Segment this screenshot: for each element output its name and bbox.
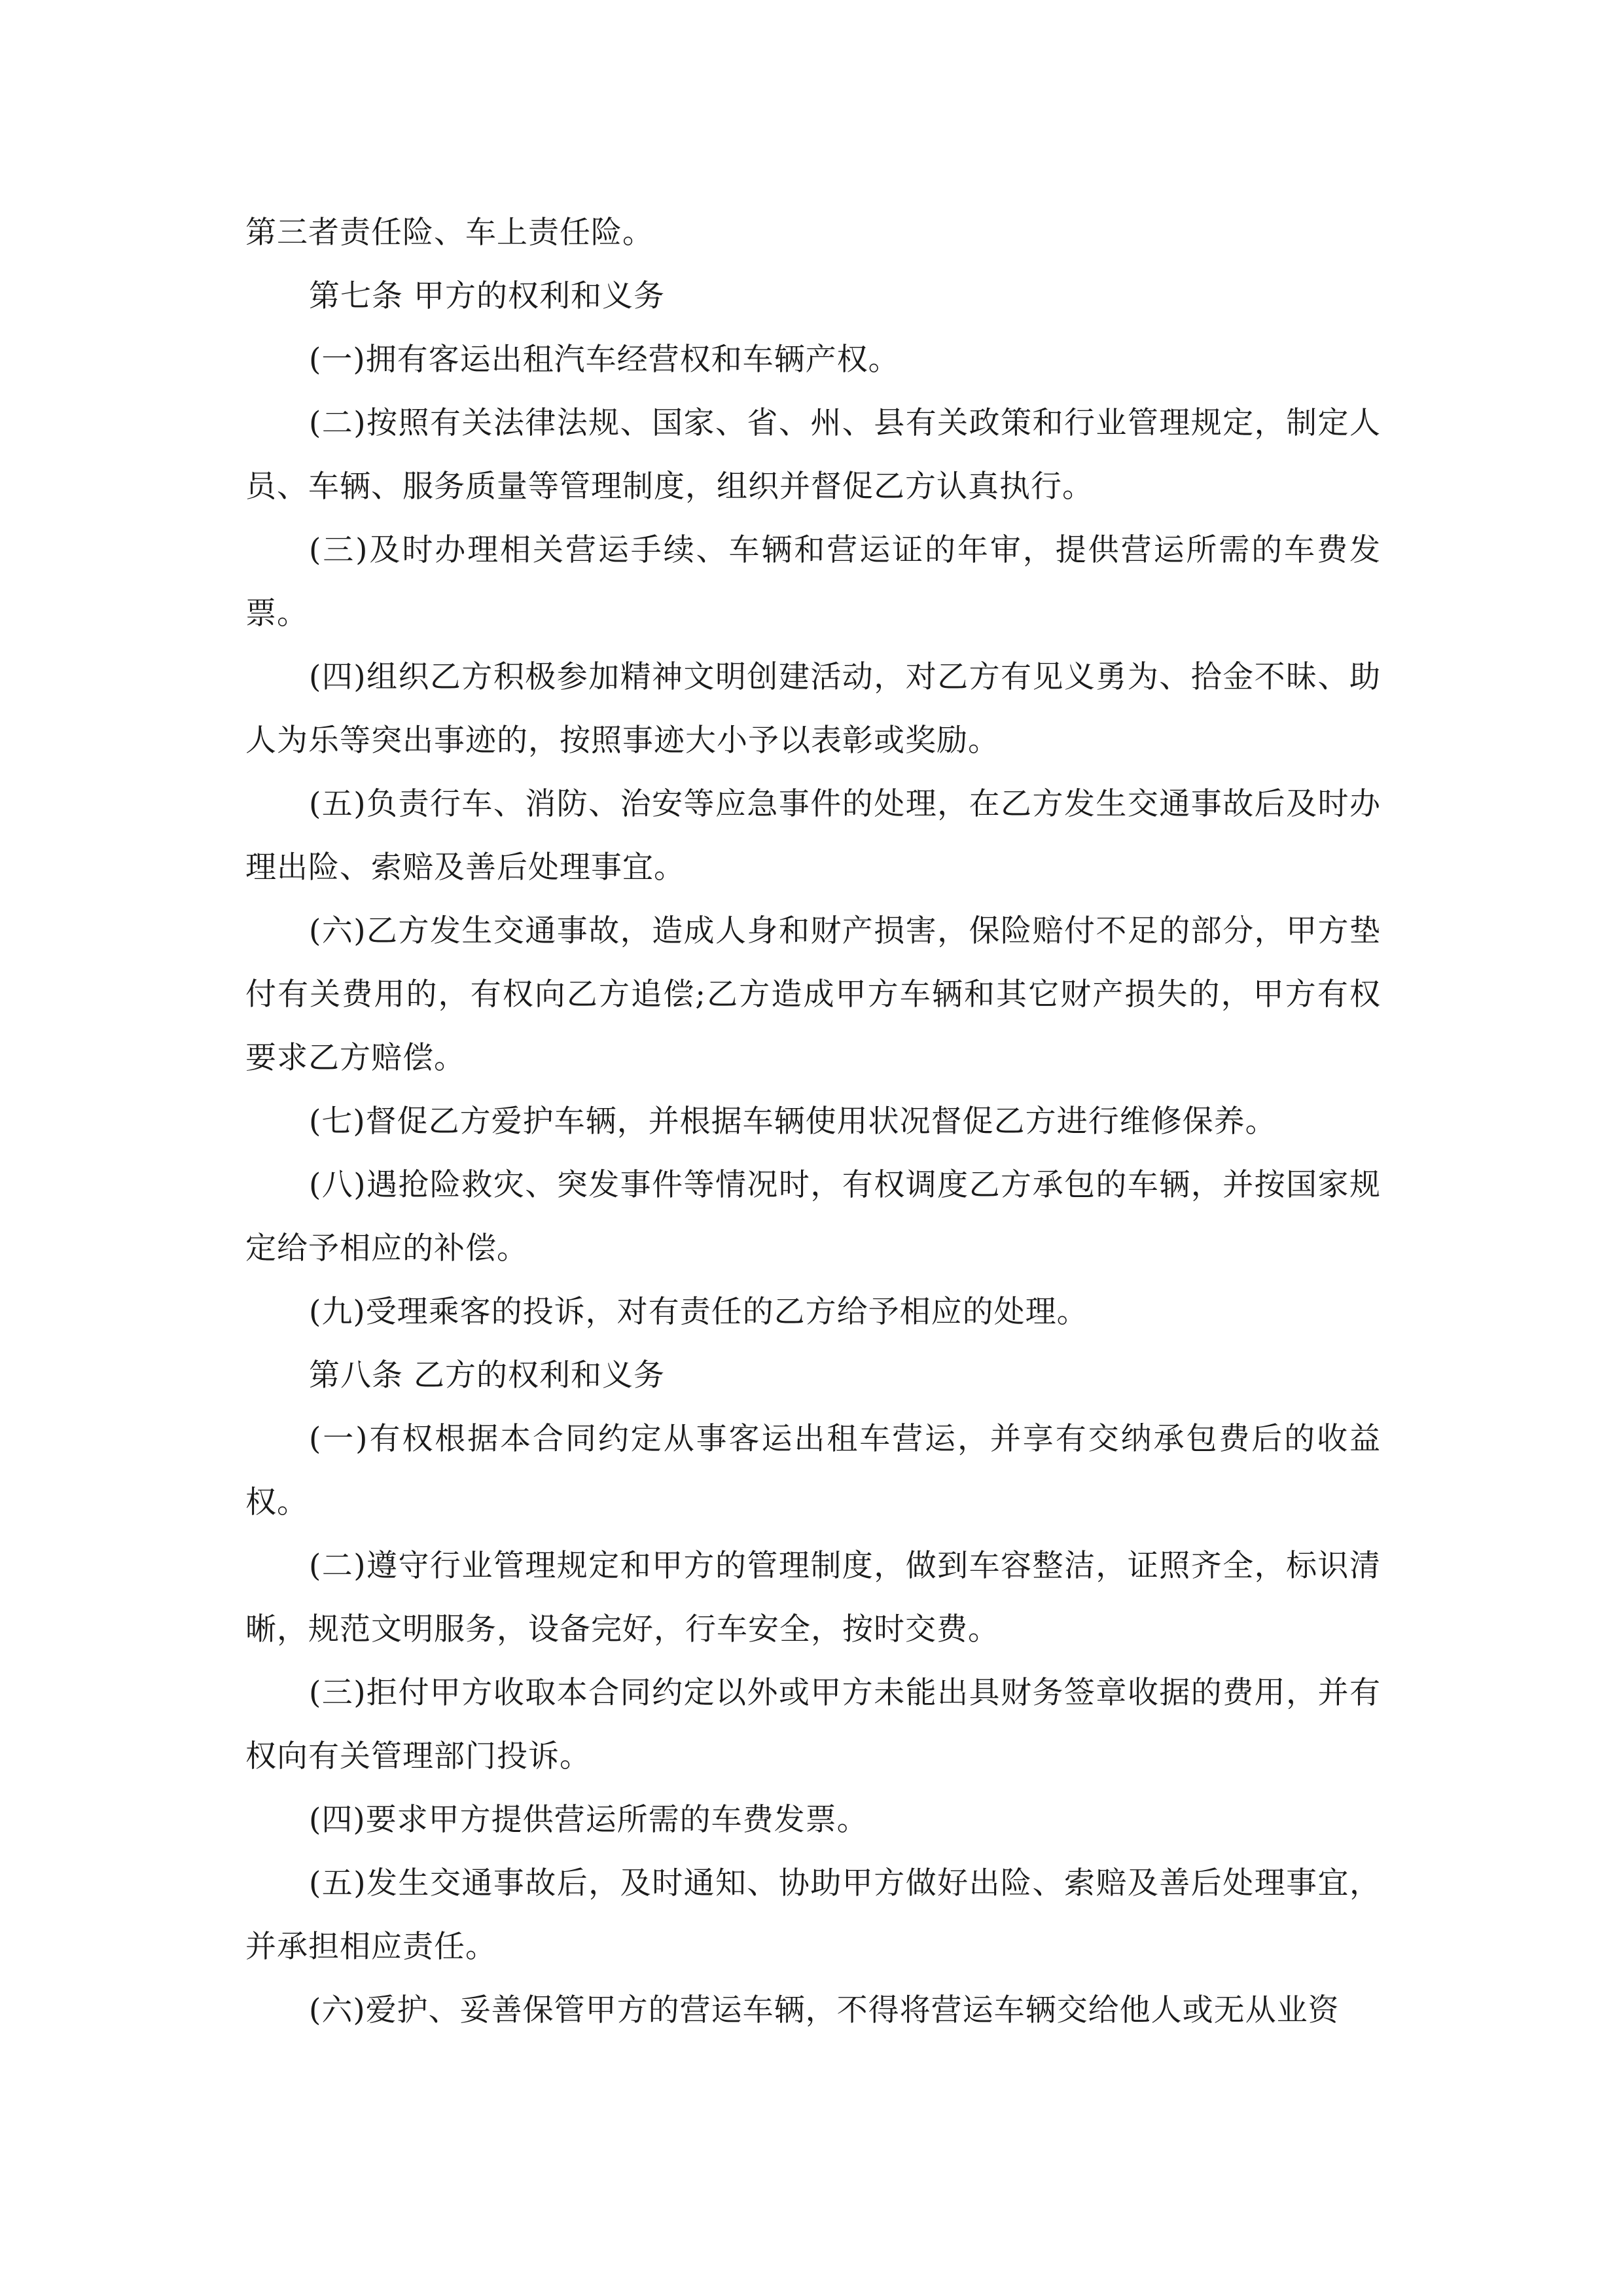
article-7-item-4: (四)组织乙方积极参加精神文明创建活动，对乙方有见义勇为、拾金不昧、助人为乐等突出事迹的，按照事迹大小予以表彰或奖励。 — [245, 659, 1381, 759]
article-8-item-1: (一)有权根据本合同约定从事客运出租车营运，并享有交纳承包费后的收益权。 — [245, 1421, 1381, 1520]
article-8-item-6: (六)爱护、妥善保管甲方的营运车辆，不得将营运车辆交给他人或无从业资 — [309, 1992, 1340, 2028]
article-7-item-9: (九)受理乘客的投诉，对有责任的乙方给予相应的处理。 — [309, 1294, 1088, 1330]
article-8-heading: 第八条 乙方的权利和义务 — [309, 1357, 665, 1393]
article-7-item-3: (三)及时办理相关营运手续、车辆和营运证的年审，提供营运所需的车费发票。 — [245, 532, 1381, 632]
document-body — [245, 201, 1381, 2042]
article-8-item-2: (二)遵守行业管理规定和甲方的管理制度，做到车容整洁，证照齐全，标识清晰，规范文明服务，设备完好，行车安全，按时交费。 — [245, 1548, 1381, 1647]
article-7-item-2: (二)按照有关法律法规、国家、省、州、县有关政策和行业管理规定，制定人员、车辆、服务质量等管理制度，组织并督促乙方认真执行。 — [245, 405, 1381, 505]
article-7-item-8: (八)遇抢险救灾、突发事件等情况时，有权调度乙方承包的车辆，并按国家规定给予相应的补偿。 — [245, 1167, 1381, 1266]
article-8-item-3: (三)拒付甲方收取本合同约定以外或甲方未能出具财务签章收据的费用，并有权向有关管理部门投诉。 — [245, 1675, 1381, 1774]
article-7-item-1: (一)拥有客运出租汽车经营权和车辆产权。 — [309, 342, 900, 378]
article-8-item-4: (四)要求甲方提供营运所需的车费发票。 — [309, 1802, 868, 1838]
paragraph-continuation: 第三者责任险、车上责任险。 — [245, 215, 654, 251]
article-7-heading: 第七条 甲方的权利和义务 — [309, 278, 665, 314]
article-7-item-5: (五)负责行车、消防、治安等应急事件的处理，在乙方发生交通事故后及时办理出险、索赔及善后处理事宜。 — [245, 786, 1381, 886]
article-8-item-5: (五)发生交通事故后，及时通知、协助甲方做好出险、索赔及善后处理事宜，并承担相应责任。 — [245, 1865, 1381, 1965]
article-7-item-6: (六)乙方发生交通事故，造成人身和财产损害，保险赔付不足的部分，甲方垫付有关费用的，有权向乙方追偿;乙方造成甲方车辆和其它财产损失的，甲方有权要求乙方赔偿。 — [245, 913, 1381, 1076]
article-7-item-7: (七)督促乙方爱护车辆，并根据车辆使用状况督促乙方进行维修保养。 — [309, 1103, 1277, 1139]
